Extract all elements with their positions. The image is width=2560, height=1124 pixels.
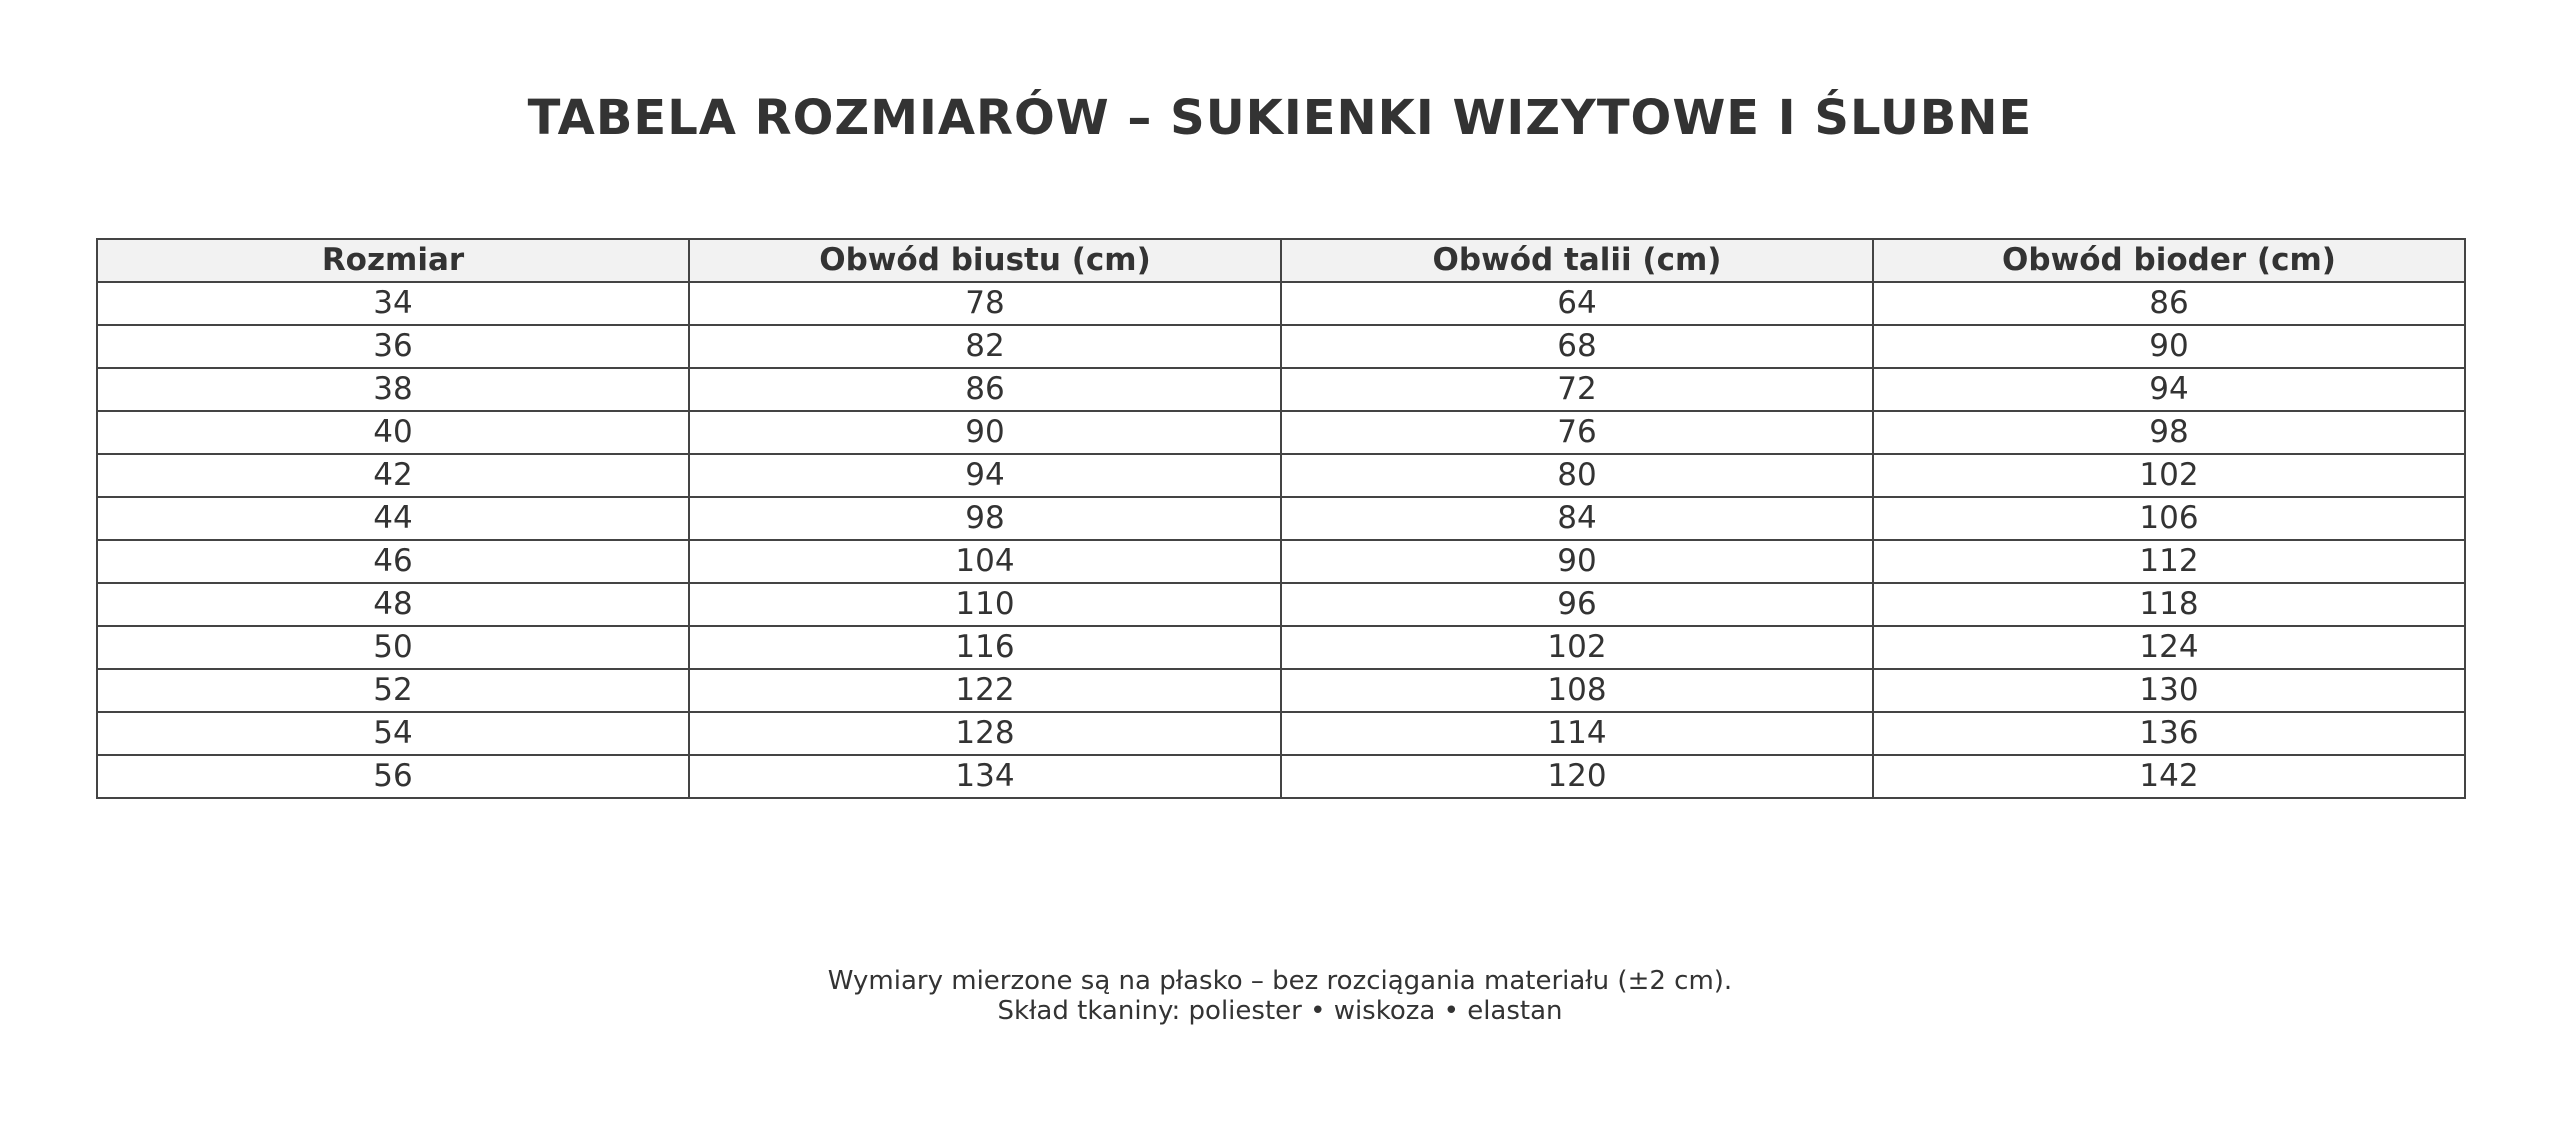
- cell-bust: 82: [689, 325, 1281, 368]
- cell-hips: 130: [1873, 669, 2465, 712]
- cell-bust: 122: [689, 669, 1281, 712]
- cell-waist: 102: [1281, 626, 1873, 669]
- cell-waist: 68: [1281, 325, 1873, 368]
- measurement-note: Wymiary mierzone są na płasko – bez rozciągania materiału (±2 cm).: [827, 966, 1733, 996]
- cell-hips: 124: [1873, 626, 2465, 669]
- cell-bust: 94: [689, 454, 1281, 497]
- cell-hips: 94: [1873, 368, 2465, 411]
- cell-bust: 78: [689, 282, 1281, 325]
- table-row: [97, 583, 2465, 626]
- cell-hips: 90: [1873, 325, 2465, 368]
- footer-note: [0, 966, 2560, 1026]
- cell-hips: 118: [1873, 583, 2465, 626]
- cell-bust: 98: [689, 497, 1281, 540]
- table-row: [97, 325, 2465, 368]
- cell-size: 46: [97, 540, 689, 583]
- cell-size: 56: [97, 755, 689, 798]
- cell-bust: 116: [689, 626, 1281, 669]
- table-row: [97, 712, 2465, 755]
- table-row: [97, 540, 2465, 583]
- cell-size: 36: [97, 325, 689, 368]
- cell-waist: 108: [1281, 669, 1873, 712]
- cell-waist: 72: [1281, 368, 1873, 411]
- cell-waist: 114: [1281, 712, 1873, 755]
- page-title: TABELA ROZMIARÓW – SUKIENKI WIZYTOWE I ŚLUBNE: [527, 90, 2033, 146]
- column-header-waist: Obwód talii (cm): [1281, 239, 1873, 282]
- table-row: [97, 411, 2465, 454]
- table-row: [97, 497, 2465, 540]
- cell-bust: 128: [689, 712, 1281, 755]
- cell-waist: 120: [1281, 755, 1873, 798]
- fabric-composition: Skład tkaniny: poliester • wiskoza • elastan: [997, 996, 1563, 1026]
- cell-waist: 84: [1281, 497, 1873, 540]
- cell-size: 34: [97, 282, 689, 325]
- cell-waist: 80: [1281, 454, 1873, 497]
- cell-size: 48: [97, 583, 689, 626]
- cell-size: 40: [97, 411, 689, 454]
- cell-size: 54: [97, 712, 689, 755]
- cell-hips: 86: [1873, 282, 2465, 325]
- cell-bust: 104: [689, 540, 1281, 583]
- cell-bust: 110: [689, 583, 1281, 626]
- cell-size: 50: [97, 626, 689, 669]
- table-row: [97, 368, 2465, 411]
- table-row: [97, 454, 2465, 497]
- cell-waist: 90: [1281, 540, 1873, 583]
- cell-hips: 112: [1873, 540, 2465, 583]
- cell-bust: 134: [689, 755, 1281, 798]
- column-header-bust: Obwód biustu (cm): [689, 239, 1281, 282]
- column-header-size: Rozmiar: [97, 239, 689, 282]
- cell-bust: 86: [689, 368, 1281, 411]
- cell-size: 38: [97, 368, 689, 411]
- table-row: [97, 669, 2465, 712]
- table-row: [97, 282, 2465, 325]
- table-body: [97, 282, 2465, 798]
- size-table: [96, 238, 2466, 799]
- cell-waist: 96: [1281, 583, 1873, 626]
- table-header-row: [97, 239, 2465, 282]
- cell-size: 44: [97, 497, 689, 540]
- cell-waist: 64: [1281, 282, 1873, 325]
- cell-size: 42: [97, 454, 689, 497]
- cell-size: 52: [97, 669, 689, 712]
- cell-waist: 76: [1281, 411, 1873, 454]
- cell-hips: 106: [1873, 497, 2465, 540]
- cell-hips: 98: [1873, 411, 2465, 454]
- column-header-hips: Obwód bioder (cm): [1873, 239, 2465, 282]
- cell-hips: 136: [1873, 712, 2465, 755]
- table-row: [97, 626, 2465, 669]
- cell-hips: 142: [1873, 755, 2465, 798]
- table-row: [97, 755, 2465, 798]
- cell-hips: 102: [1873, 454, 2465, 497]
- cell-bust: 90: [689, 411, 1281, 454]
